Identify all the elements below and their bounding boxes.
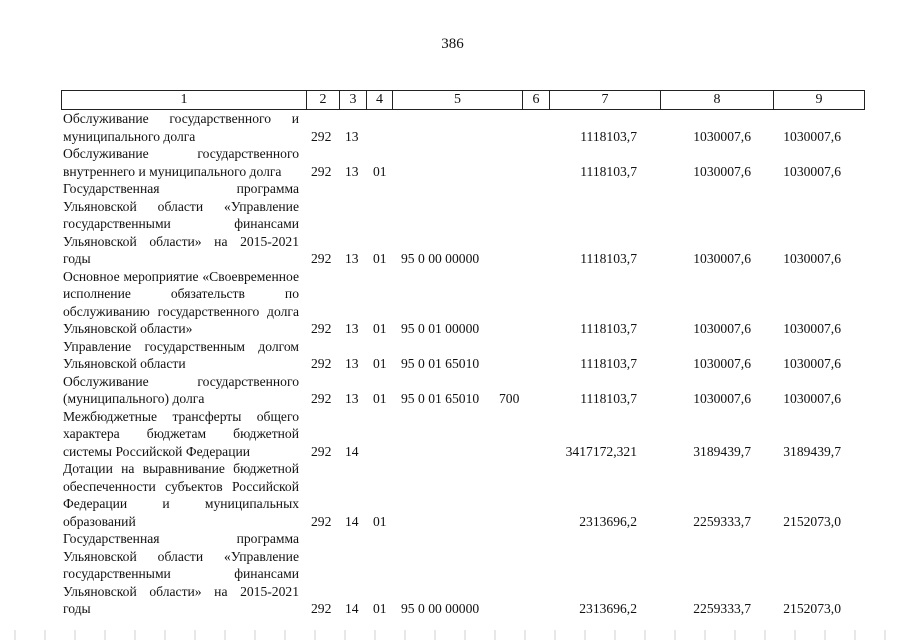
cell-col-9: 1030007,6 — [783, 128, 841, 144]
cell-col-2: 292 — [311, 513, 332, 529]
row-name: Обслуживание государственного и муниципального долга — [63, 111, 299, 144]
cell-col-2: 292 — [311, 356, 332, 371]
scan-noise-strip — [0, 630, 905, 640]
cell-col-8: 2259333,7 — [693, 513, 751, 529]
table-row — [63, 110, 853, 145]
cell-col-4: 01 — [373, 391, 387, 406]
cell-col-3: 13 — [345, 356, 359, 371]
cell-col-7: 3417172,321 — [565, 443, 637, 459]
cell-col-8: 1030007,6 — [693, 391, 751, 406]
cell-col-3: 13 — [345, 321, 359, 336]
cell-col-2: 292 — [311, 163, 332, 179]
cell-col-5: 95 0 01 65010 — [401, 356, 480, 371]
cell-col-9: 1030007,6 — [783, 321, 841, 336]
row-name: Дотации на выравнивание бюджетной обеспеченности субъектов Российской Федерации и муниципальных образований — [63, 461, 299, 529]
cell-col-4: 01 — [373, 601, 387, 616]
cell-col-3: 13 — [345, 163, 359, 179]
cell-col-5: 95 0 00 00000 — [401, 601, 480, 616]
header-col-2: 2 — [306, 91, 339, 109]
cell-col-8: 1030007,6 — [693, 356, 751, 371]
header-col-5: 5 — [392, 91, 522, 109]
cell-col-2: 292 — [311, 391, 332, 406]
table-row — [63, 180, 853, 268]
row-name: Основное мероприятие «Своевременное исполнение обязательств по обслуживанию государственного долга Ульяновской области» — [63, 268, 299, 336]
header-col-4: 4 — [366, 91, 392, 109]
row-name: Обслуживание государственного (муниципального) долга — [63, 373, 299, 406]
row-name: Государственная программа Ульяновской области «Управление государственными финансами Ульяновской области» на 2015-2021 годы — [63, 531, 299, 616]
table-header-row — [61, 90, 865, 110]
cell-col-2: 292 — [311, 251, 332, 266]
cell-col-7: 1118103,7 — [580, 163, 637, 179]
table-row — [63, 268, 853, 338]
table-row — [63, 408, 853, 461]
cell-col-9: 2152073,0 — [783, 601, 841, 616]
cell-col-7: 1118103,7 — [580, 321, 637, 336]
header-col-9: 9 — [773, 91, 864, 109]
cell-col-8: 1030007,6 — [693, 128, 751, 144]
cell-col-8: 1030007,6 — [693, 163, 751, 179]
cell-col-7: 1118103,7 — [580, 251, 637, 266]
cell-col-4: 01 — [373, 513, 387, 529]
row-name: Управление государственным долгом Ульяновской области — [63, 338, 299, 371]
cell-col-9: 1030007,6 — [783, 163, 841, 179]
cell-col-5: 95 0 01 00000 — [401, 321, 480, 336]
cell-col-6: 700 — [499, 391, 520, 406]
header-col-8: 8 — [660, 91, 773, 109]
row-name: Межбюджетные трансферты общего характера бюджетам бюджетной системы Российской Федерации — [63, 408, 299, 459]
cell-col-9: 1030007,6 — [783, 356, 841, 371]
header-col-7: 7 — [549, 91, 660, 109]
table-row — [63, 530, 853, 618]
cell-col-4: 01 — [373, 321, 387, 336]
budget-table-body — [63, 110, 853, 618]
cell-col-5: 95 0 00 00000 — [401, 251, 480, 266]
cell-col-8: 2259333,7 — [693, 601, 751, 616]
cell-col-2: 292 — [311, 601, 332, 616]
row-name: Государственная программа Ульяновской области «Управление государственными финансами Ульяновской области» на 2015-2021 годы — [63, 181, 299, 266]
cell-col-9: 1030007,6 — [783, 391, 841, 406]
cell-col-4: 01 — [373, 356, 387, 371]
cell-col-5: 95 0 01 65010 — [401, 391, 480, 406]
page-number: 386 — [441, 36, 464, 52]
cell-col-8: 1030007,6 — [693, 251, 751, 266]
cell-col-7: 1118103,7 — [580, 356, 637, 371]
header-col-3: 3 — [339, 91, 366, 109]
cell-col-9: 3189439,7 — [783, 443, 841, 459]
cell-col-3: 13 — [345, 128, 359, 144]
table-row — [63, 373, 853, 408]
cell-col-7: 2313696,2 — [579, 601, 637, 616]
table-row — [63, 460, 853, 530]
cell-col-4: 01 — [373, 251, 387, 266]
cell-col-7: 2313696,2 — [579, 513, 637, 529]
cell-col-2: 292 — [311, 443, 332, 459]
cell-col-3: 13 — [345, 391, 359, 406]
cell-col-9: 1030007,6 — [783, 251, 841, 266]
row-name: Обслуживание государственного внутреннего и муниципального долга — [63, 146, 299, 179]
cell-col-3: 13 — [345, 251, 359, 266]
cell-col-3: 14 — [345, 601, 359, 616]
cell-col-8: 3189439,7 — [693, 443, 751, 459]
cell-col-4: 01 — [373, 163, 387, 179]
header-col-1: 1 — [180, 92, 188, 107]
table-row — [63, 145, 853, 180]
cell-col-2: 292 — [311, 128, 332, 144]
cell-col-3: 14 — [345, 443, 359, 459]
header-col-6: 6 — [522, 91, 549, 109]
cell-col-8: 1030007,6 — [693, 321, 751, 336]
cell-col-2: 292 — [311, 321, 332, 336]
table-row — [63, 338, 853, 373]
cell-col-3: 14 — [345, 513, 359, 529]
cell-col-9: 2152073,0 — [783, 513, 841, 529]
cell-col-7: 1118103,7 — [580, 128, 637, 144]
cell-col-7: 1118103,7 — [580, 391, 637, 406]
